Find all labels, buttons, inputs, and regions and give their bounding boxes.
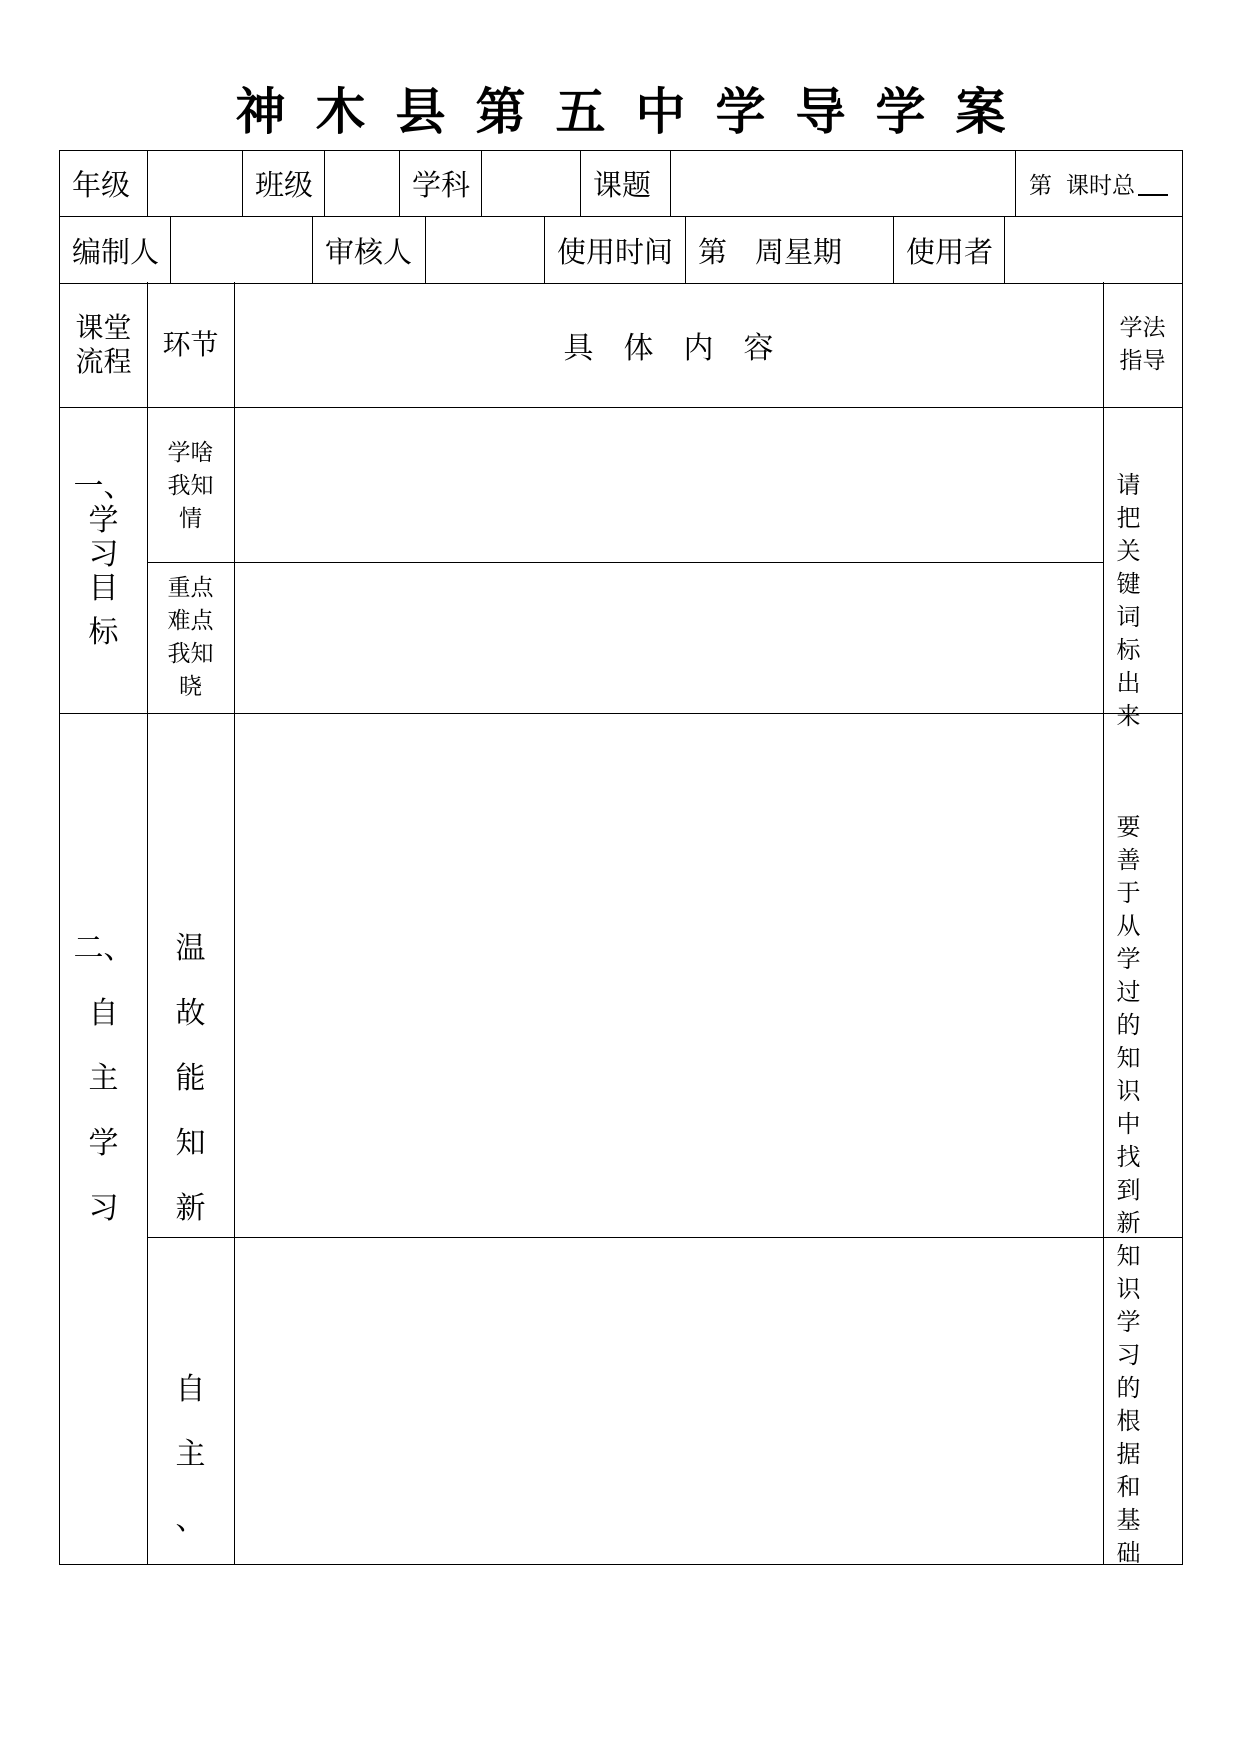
process-column-header: 课堂 流程 xyxy=(75,310,132,378)
week-prefix: 第 xyxy=(698,234,728,269)
reviewer-field[interactable] xyxy=(426,217,545,283)
section-2-tip-cell xyxy=(1103,713,1182,1567)
grade-field[interactable] xyxy=(148,151,243,216)
topic-field[interactable] xyxy=(671,151,1016,216)
class-label: 班级 xyxy=(243,151,325,216)
section-2-stage-2: 自 主 、 xyxy=(175,1372,206,1537)
section-2-content-1[interactable] xyxy=(234,713,1103,1237)
user-field[interactable] xyxy=(1005,217,1181,283)
stage-column-header: 环节 xyxy=(162,327,219,361)
subject-field[interactable] xyxy=(482,151,581,216)
header-row-1 xyxy=(60,151,1182,217)
time-label: 使用时间 xyxy=(545,217,686,283)
section-1-title: 一、 学 习 目 标 xyxy=(73,469,134,650)
section-1-content-1[interactable] xyxy=(234,407,1103,562)
week-cell[interactable] xyxy=(686,217,894,283)
section-2-stage-1: 温 故 能 知 新 xyxy=(175,931,206,1226)
section-1-stage-2: 重点 难点 我知 晓 xyxy=(167,574,214,700)
section-1-tip: 请把关键词标出来 xyxy=(1116,471,1151,730)
period-cell[interactable] xyxy=(1016,151,1181,216)
page-title: 神木县第五中学导学案 xyxy=(235,82,1036,141)
week-suffix: 周星期 xyxy=(755,234,843,269)
header-row-2 xyxy=(60,217,1182,283)
editor-label: 编制人 xyxy=(60,217,171,283)
content-column-header: 具体内容 xyxy=(563,330,804,366)
section-1-tip-cell xyxy=(1103,407,1182,730)
class-field[interactable] xyxy=(325,151,400,216)
section-2-tip: 要善于从学过的知识中找到新知识学习的根据和基础 xyxy=(1116,813,1151,1567)
lesson-table xyxy=(59,282,1183,1565)
header-table xyxy=(59,150,1183,284)
user-label: 使用者 xyxy=(894,217,1005,283)
section-1-stage-1: 学啥 我知 情 xyxy=(167,440,214,532)
period-prefix: 第 xyxy=(1029,173,1052,199)
period-suffix: 课时总 xyxy=(1066,173,1135,199)
subject-label: 学科 xyxy=(400,151,482,216)
section-2-content-2[interactable] xyxy=(234,1237,1103,1565)
section-2-title: 二、 自 主 学 习 xyxy=(73,931,134,1226)
section-2-tip-cell-2[interactable] xyxy=(1103,1237,1182,1565)
guide-column-header: 学法 指导 xyxy=(1119,314,1166,374)
period-blank[interactable] xyxy=(1138,172,1168,196)
grade-label: 年级 xyxy=(60,151,148,216)
editor-field[interactable] xyxy=(171,217,313,283)
section-1-content-2[interactable] xyxy=(234,562,1103,713)
reviewer-label: 审核人 xyxy=(313,217,426,283)
topic-label: 课题 xyxy=(581,151,671,216)
